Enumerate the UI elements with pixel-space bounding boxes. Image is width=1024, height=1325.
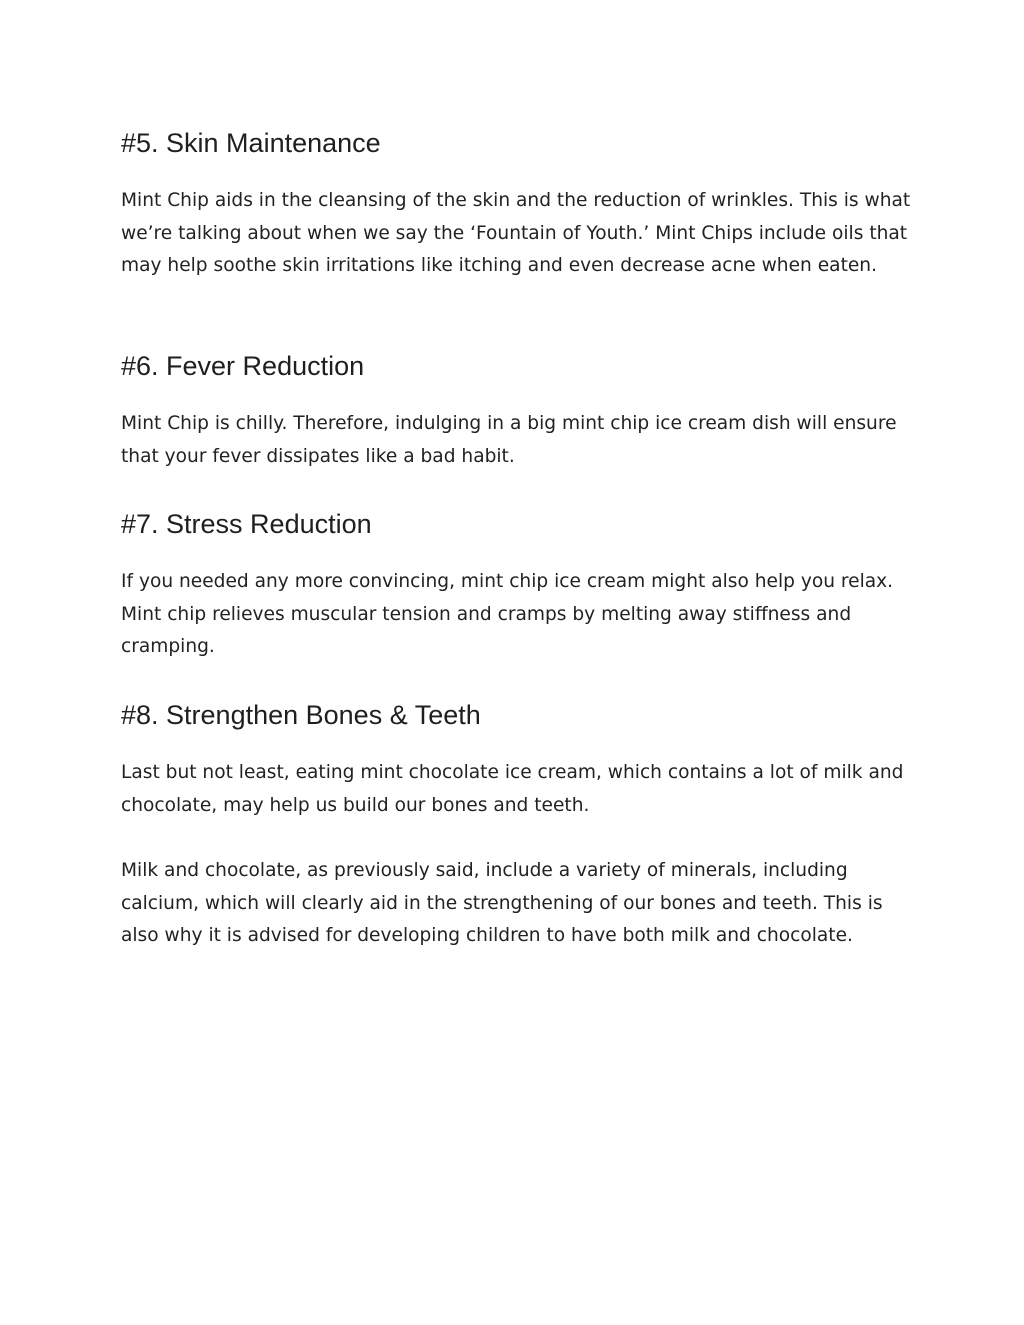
section-heading-stress-reduction: #7. Stress Reduction bbox=[121, 509, 372, 539]
section-heading-skin-maintenance: #5. Skin Maintenance bbox=[121, 128, 381, 158]
paragraph-skin-maintenance: Mint Chip aids in the cleansing of the skin and the reduction of wrinkles. This is what we’re talking about when we say the ‘Fountain of Youth.’ Mint Chips include oils that may help soothe skin irritations like itching and even decrease acne when eaten. bbox=[121, 190, 911, 277]
section-heading-fever-reduction: #6. Fever Reduction bbox=[121, 351, 365, 381]
section-heading-strengthen-bones-teeth: #8. Strengthen Bones & Teeth bbox=[121, 700, 481, 730]
paragraph-strengthen-bones-teeth-1: Last but not least, eating mint chocolate ice cream, which contains a lot of milk and chocolate, may help us build our bones and teeth. bbox=[121, 762, 904, 816]
paragraph-stress-reduction: If you needed any more convincing, mint chip ice cream might also help you relax. Mint chip relieves muscular tension and cramps by melting away stiffness and cramping. bbox=[121, 571, 894, 658]
paragraph-fever-reduction: Mint Chip is chilly. Therefore, indulging in a big mint chip ice cream dish will ensure that your fever dissipates like a bad habit. bbox=[121, 413, 897, 467]
paragraph-strengthen-bones-teeth-2: Milk and chocolate, as previously said, include a variety of minerals, including calcium, which will clearly aid in the strengthening of our bones and teeth. This is also why it is advised for developing children to have both milk and chocolate. bbox=[121, 860, 883, 947]
